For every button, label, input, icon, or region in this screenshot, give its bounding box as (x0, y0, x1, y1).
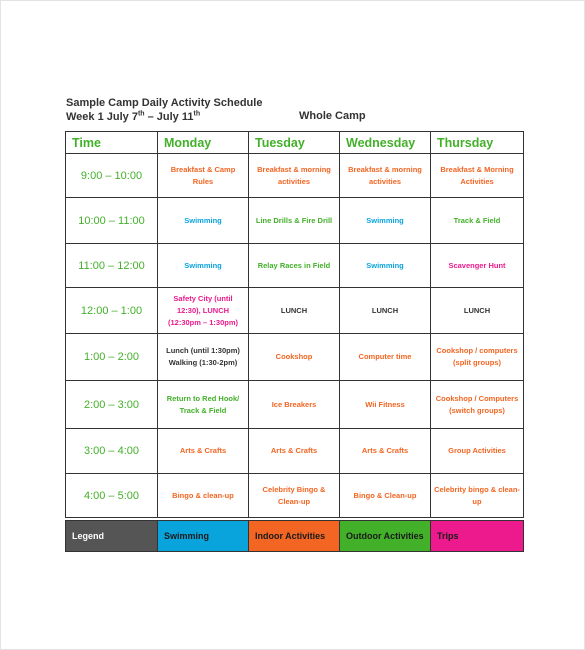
activity-cell: Relay Races in Field (249, 244, 340, 288)
header-row (66, 132, 524, 154)
activity-cell: Cookshop / computers (split groups) (431, 334, 524, 381)
table-row (66, 244, 524, 288)
activity-cell: Celebrity bingo & clean-up (431, 474, 524, 518)
table-row (66, 381, 524, 429)
week-end: – July 11 (144, 111, 194, 123)
activity-cell: Scavenger Hunt (431, 244, 524, 288)
week-end-suffix: th (193, 110, 201, 118)
time-cell: 11:00 – 12:00 (66, 244, 158, 288)
activity-cell: LUNCH (249, 288, 340, 334)
legend-trips: Trips (431, 521, 524, 552)
legend (65, 520, 524, 552)
activity-cell: Bingo & clean-up (158, 474, 249, 518)
activity-cell: Cookshop (249, 334, 340, 381)
activity-cell: Track & Field (431, 198, 524, 244)
activity-cell: Swimming (158, 244, 249, 288)
activity-cell: Return to Red Hook/ Track & Field (158, 381, 249, 429)
time-cell: 1:00 – 2:00 (66, 334, 158, 381)
activity-cell: Breakfast & Camp Rules (158, 154, 249, 198)
time-cell: 12:00 – 1:00 (66, 288, 158, 334)
activity-cell: Swimming (340, 198, 431, 244)
legend-label: Legend (66, 521, 158, 552)
week-start: Week 1 July 7 (66, 111, 138, 123)
schedule-body (66, 154, 524, 518)
time-cell: 10:00 – 11:00 (66, 198, 158, 244)
activity-cell: LUNCH (340, 288, 431, 334)
time-cell: 2:00 – 3:00 (66, 381, 158, 429)
table-row (66, 154, 524, 198)
activity-cell: Wii Fitness (340, 381, 431, 429)
activity-cell: Computer time (340, 334, 431, 381)
table-row (66, 334, 524, 381)
column-header-thursday: Thursday (431, 132, 524, 154)
legend-swimming: Swimming (158, 521, 249, 552)
schedule-header (66, 96, 262, 124)
activity-cell: Arts & Crafts (158, 429, 249, 474)
legend-row (66, 521, 524, 552)
activity-cell: Cookshop / Computers (switch groups) (431, 381, 524, 429)
group-label: Whole Camp (299, 110, 366, 122)
column-header-time: Time (66, 132, 158, 154)
activity-cell: Breakfast & morning activities (340, 154, 431, 198)
table-row (66, 474, 524, 518)
column-header-tuesday: Tuesday (249, 132, 340, 154)
schedule-title: Sample Camp Daily Activity Schedule (66, 97, 263, 109)
activity-cell: Bingo & Clean-up (340, 474, 431, 518)
activity-cell: Line Drills & Fire Drill (249, 198, 340, 244)
legend-indoor-activities: Indoor Activities (249, 521, 340, 552)
legend-outdoor-activities: Outdoor Activities (340, 521, 431, 552)
table-row (66, 429, 524, 474)
table-row (66, 198, 524, 244)
activity-cell: Celebrity Bingo & Clean-up (249, 474, 340, 518)
activity-cell: LUNCH (431, 288, 524, 334)
activity-cell: Arts & Crafts (249, 429, 340, 474)
week-start-suffix: th (137, 110, 145, 118)
activity-cell: Lunch (until 1:30pm) Walking (1:30-2pm) (158, 334, 249, 381)
time-cell: 9:00 – 10:00 (66, 154, 158, 198)
activity-cell: Arts & Crafts (340, 429, 431, 474)
time-cell: 4:00 – 5:00 (66, 474, 158, 518)
time-cell: 3:00 – 4:00 (66, 429, 158, 474)
table-row (66, 288, 524, 334)
column-header-monday: Monday (158, 132, 249, 154)
activity-cell: Ice Breakers (249, 381, 340, 429)
activity-cell: Breakfast & Morning Activities (431, 154, 524, 198)
activity-cell: Breakfast & morning activities (249, 154, 340, 198)
column-header-wednesday: Wednesday (340, 132, 431, 154)
activity-cell: Group Activities (431, 429, 524, 474)
activity-cell: Swimming (158, 198, 249, 244)
activity-cell: Swimming (340, 244, 431, 288)
week-range (66, 110, 262, 124)
activity-cell: Safety City (until 12:30), LUNCH (12:30pm – 1:30pm) (158, 288, 249, 334)
schedule-table (65, 131, 524, 518)
